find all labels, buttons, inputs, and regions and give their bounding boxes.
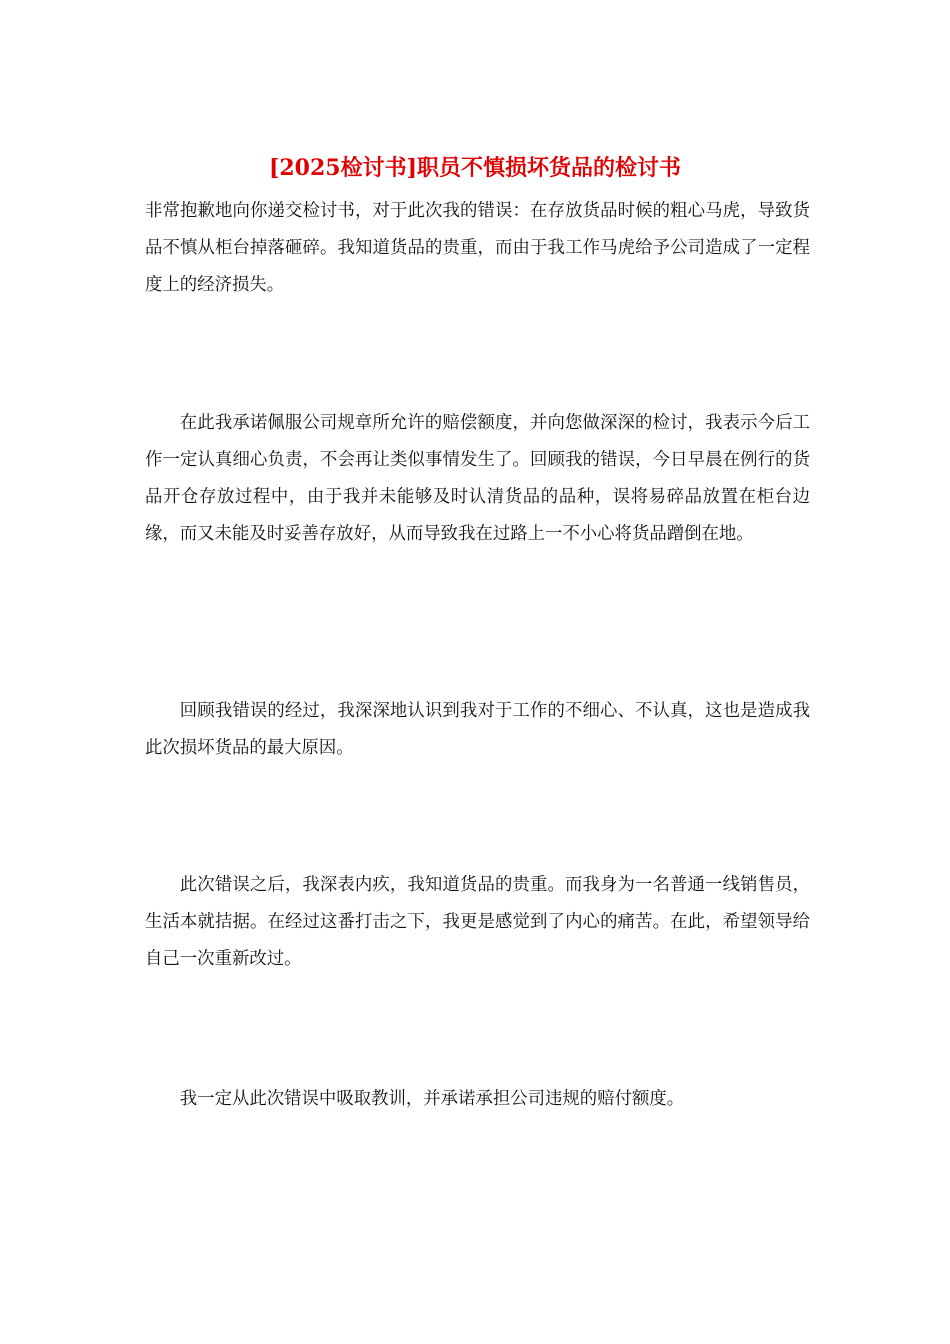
paragraph-3: 回顾我错误的经过，我深深地认识到我对于工作的不细心、不认真，这也是造成我此次损坏货品的最大原因。 [145, 701, 810, 758]
paragraph-5: 我一定从此次错误中吸取教训，并承诺承担公司违规的赔付额度。 [179, 1089, 685, 1109]
paragraph-2: 在此我承诺佩服公司规章所允许的赔偿额度，并向您做深深的检讨，我表示今后工作一定认真细心负责，不会再让类似事情发生了。回顾我的错误，今日早晨在例行的货品开仓存放过程中，由于我并未能够及时认清货品的品种，误将易碎品放置在柜台边缘，而又未能及时妥善存放好，从而导致我在过路上一不小心将货品蹭倒在地。 [145, 413, 810, 544]
paragraph-1: 非常抱歉地向你递交检讨书，对于此次我的错误：在存放货品时候的粗心马虎，导致货品不慎从柜台掉落砸碎。我知道货品的贵重，而由于我工作马虎给予公司造成了一定程度上的经济损失。 [145, 201, 810, 295]
paragraph-4: 此次错误之后，我深表内疚，我知道货品的贵重。而我身为一名普通一线销售员，生活本就拮据。在经过这番打击之下，我更是感觉到了内心的痛苦。在此，希望领导给自己一次重新改过。 [145, 875, 810, 969]
document-title: [2025检讨书]职员不慎损坏货品的检讨书 [268, 155, 682, 181]
